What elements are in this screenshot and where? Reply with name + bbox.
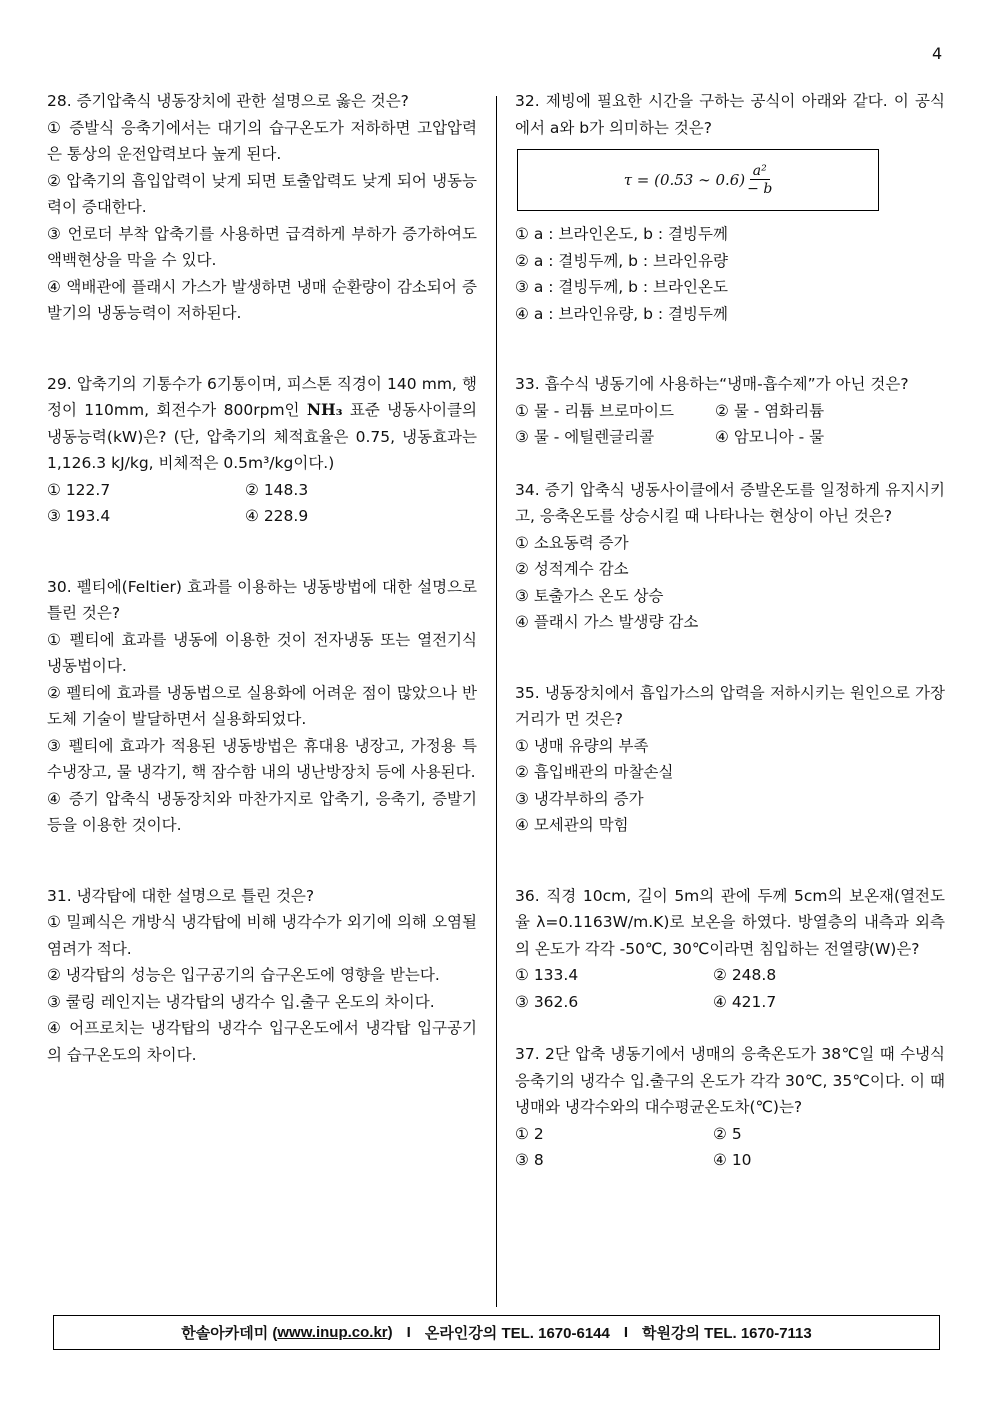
options-grid: [47, 477, 477, 530]
option-2: ② 냉각탑의 성능은 입구공기의 습구온도에 영향을 받는다.: [47, 966, 440, 984]
stem-part-b: 표준 냉동사이클의 냉동능력(kW)은? (단, 압축기의 체적효율은 0.75, 냉동효과는 1,126.3 kJ/kg, 비체적은 0.5m³/kg이다.): [47, 401, 477, 472]
option-1: ① 133.4: [515, 966, 579, 984]
option-2: ② 물 - 염화리튬: [715, 401, 825, 420]
fraction-denominator: − b: [747, 180, 773, 197]
question-28: [47, 88, 477, 327]
option-4: ④ a : 브라인유량, b : 결빙두께: [515, 304, 728, 323]
option-1: ① 펠티에 효과를 냉동에 이용한 것이 전자냉동 또는 열전기식 냉동법이다.: [47, 630, 477, 675]
option-4: ④ 암모니아 - 물: [715, 428, 825, 446]
question-34: [515, 477, 945, 636]
question-33: [515, 371, 945, 451]
option-2: ② 압축기의 흡입압력이 낮게 되면 토출압력도 낮게 되어 냉동능력이 증대한다.: [47, 171, 477, 216]
stem-part-a: 29. 압축기의 기통수가 6기통이며, 피스톤 직경이 140 mm, 행정이 110mm, 회전수가 800rpm인: [47, 374, 477, 419]
nh3-formula: NH₃: [306, 400, 343, 419]
option-3: ③ 냉각부하의 증가: [515, 789, 644, 808]
option-3: ③ 토출가스 온도 상승: [515, 586, 664, 605]
option-3: ③ a : 결빙두께, b : 브라인온도: [515, 278, 728, 296]
option-3: ③ 언로더 부착 압축기를 사용하면 급격하게 부하가 증가하여도 액백현상을 막을 수 있다.: [47, 224, 477, 269]
option-2: ② 148.3: [245, 480, 309, 499]
option-3: ③ 쿨링 레인지는 냉각탑의 냉각수 입.출구 온도의 차이다.: [47, 992, 435, 1011]
formula-box: [517, 149, 879, 211]
footer-offline-phone: 학원강의 TEL. 1670-7113: [642, 1325, 812, 1342]
footer-academy: 한솔아카데미 (: [181, 1325, 278, 1342]
question-stem: 33. 흡수식 냉동기에 사용하는“냉매-흡수제”가 아닌 것은?: [515, 375, 909, 393]
formula-lhs: τ = (0.53 ∼ 0.6): [623, 170, 746, 189]
option-4: ④ 10: [713, 1151, 752, 1169]
option-2: ② 5: [713, 1124, 742, 1143]
question-35: [515, 680, 945, 839]
question-36: [515, 883, 945, 1016]
option-4: ④ 플래시 가스 발생량 감소: [515, 613, 699, 631]
option-4: ④ 증기 압축식 냉동장치와 마찬가지로 압축기, 응축기, 증발기 등을 이용한 것이다.: [47, 789, 477, 834]
formula-fraction: [747, 163, 772, 198]
options-grid: [515, 962, 945, 1015]
option-1: ① 증발식 응축기에서는 대기의 습구온도가 저하하면 고압압력은 통상의 운전압력보다 높게 된다.: [47, 118, 477, 163]
option-4: ④ 어프로치는 냉각탑의 냉각수 입구온도에서 냉각탑 입구공기의 습구온도의 차이다.: [47, 1019, 477, 1064]
fraction-numerator: a²: [750, 163, 770, 180]
column-divider: [496, 96, 497, 1307]
option-4: ④ 모세관의 막힘: [515, 816, 629, 834]
option-4: ④ 421.7: [713, 992, 777, 1011]
footer-website-link[interactable]: www.inup.co.kr: [277, 1324, 388, 1341]
footer-academy-close: ): [387, 1324, 393, 1341]
left-column: [47, 88, 477, 1068]
option-1: ① 물 - 리튬 브로마이드: [515, 401, 674, 420]
question-stem: 37. 2단 압축 냉동기에서 냉매의 응축온도가 38℃일 때 수냉식 응축기의 냉각수 입.출구의 온도가 각각 30℃, 35℃이다. 이 때 냉매와 냉각수와의 대수평균온도차(℃)는?: [515, 1045, 945, 1116]
footer-banner: [53, 1315, 940, 1350]
option-2: ② 펠티에 효과를 냉동법으로 실용화에 어려운 점이 많았으나 반도체 기술이 발달하면서 실용화되었다.: [47, 683, 477, 728]
option-2: ② 성적계수 감소: [515, 560, 629, 578]
footer-separator: I: [406, 1324, 411, 1341]
option-1: ① 2: [515, 1124, 544, 1143]
question-stem: 35. 냉동장치에서 흡입가스의 압력을 저하시키는 원인으로 가장 거리가 먼 것은?: [515, 683, 945, 728]
question-stem: 36. 직경 10cm, 길이 5m의 관에 두께 5cm의 보온재(열전도율 λ=0.1163W/m.K)로 보온을 하였다. 방열층의 내측과 외측의 온도가 각각 -50℃, 30℃이라면 침입하는 전열량(W)은?: [515, 886, 945, 958]
option-1: ① 밀폐식은 개방식 냉각탑에 비해 냉각수가 외기에 의해 오염될 염려가 적다.: [47, 913, 477, 958]
question-30: [47, 574, 477, 839]
page-number: 4: [932, 44, 943, 63]
options-grid: [515, 398, 945, 451]
option-3: ③ 8: [515, 1151, 544, 1169]
option-3: ③ 193.4: [47, 507, 111, 525]
option-1: ① 냉매 유량의 부족: [515, 736, 649, 755]
question-stem: 30. 펠티에(Feltier) 효과를 이용하는 냉동방법에 대한 설명으로 틀린 것은?: [47, 577, 477, 622]
question-32: [515, 88, 945, 327]
option-2: ② 248.8: [713, 966, 777, 984]
option-2: ② a : 결빙두께, b : 브라인유량: [515, 251, 728, 270]
option-4: ④ 228.9: [245, 507, 309, 525]
footer-separator: I: [623, 1324, 629, 1341]
question-stem: 28. 증기압축식 냉동장치에 관한 설명으로 옳은 것은?: [47, 92, 409, 110]
question-stem: 34. 증기 압축식 냉동사이클에서 증발온도를 일정하게 유지시키고, 응축온도를 상승시킬 때 나타나는 현상이 아닌 것은?: [515, 480, 945, 525]
question-29: [47, 371, 477, 530]
footer-online-phone: 온라인강의 TEL. 1670-6144: [424, 1325, 610, 1342]
option-3: ③ 펠티에 효과가 적용된 냉동방법은 휴대용 냉장고, 가정용 특수냉장고, 물 냉각기, 핵 잠수함 내의 냉난방장치 등에 사용된다.: [47, 736, 477, 781]
option-4: ④ 액배관에 플래시 가스가 발생하면 냉매 순환량이 감소되어 증발기의 냉동능력이 저하된다.: [47, 277, 477, 322]
option-2: ② 흡입배관의 마찰손실: [515, 763, 674, 781]
option-1: ① 소요동력 증가: [515, 533, 629, 552]
option-1: ① 122.7: [47, 480, 111, 499]
question-stem: [47, 371, 477, 477]
question-31: [47, 883, 477, 1069]
question-37: [515, 1041, 945, 1174]
option-3: ③ 물 - 에틸렌글리콜: [515, 428, 655, 446]
question-stem: 31. 냉각탑에 대한 설명으로 틀린 것은?: [47, 886, 315, 905]
options-grid: [515, 1121, 945, 1174]
option-3: ③ 362.6: [515, 992, 579, 1011]
option-1: ① a : 브라인온도, b : 결빙두께: [515, 225, 728, 243]
right-column: [515, 88, 945, 1174]
question-stem: 32. 제빙에 필요한 시간을 구하는 공식이 아래와 같다. 이 공식에서 a와 b가 의미하는 것은?: [515, 92, 945, 137]
